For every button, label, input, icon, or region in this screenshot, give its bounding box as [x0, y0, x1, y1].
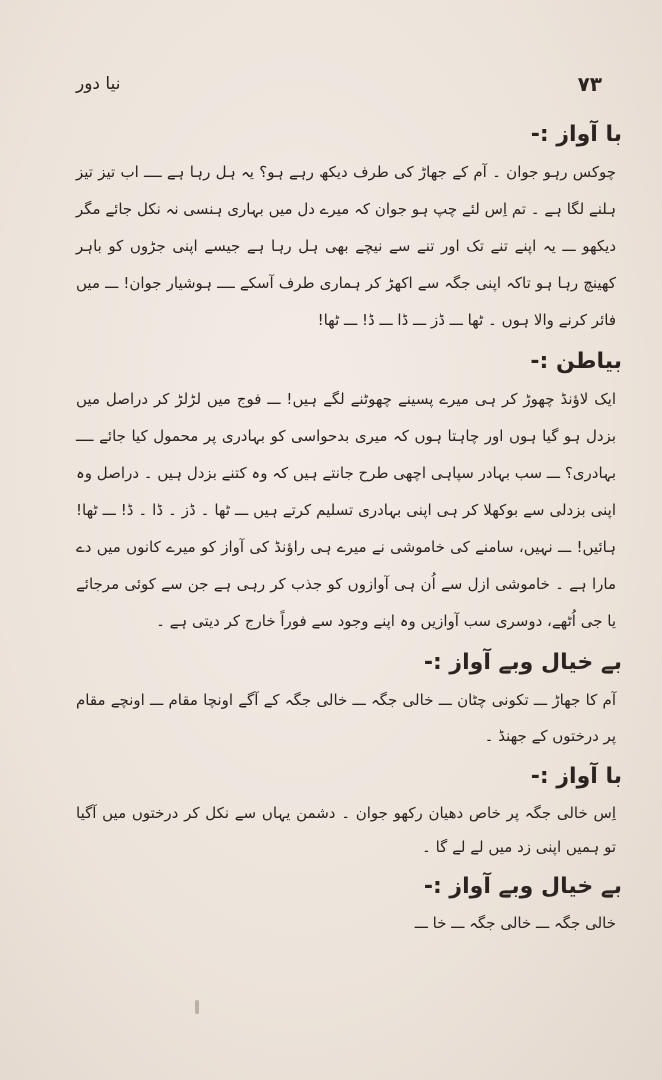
dialogue-section	[76, 345, 622, 640]
dialogue-text: خالی جگہ ـــ خالی جگہ ـــ خا ـــ	[414, 914, 616, 932]
running-title: نیا دور	[76, 74, 121, 94]
dialogue-section	[76, 118, 622, 339]
dialogue-section	[76, 760, 622, 864]
speaker-heading: با آواز :-	[530, 764, 622, 789]
page-content	[76, 118, 622, 946]
dialogue-text: اِس خالی جگہ پر خاص دھیان رکھو جوان ۔ دشمن یہاں سے نکل کر درختوں میں آگیا تو ہمیں اپنی زد میں لے لے گا ۔	[76, 804, 616, 856]
dialogue-text: ایک لاؤنڈ چھوڑ کر ہی میرے پسینے چھوٹنے لگے ہیں! ـــ فوج میں لڑلڑ کر دراصل میں بزدل ہو گیا ہوں اور چاہتا ہوں کہ میری بدحواسی کو بہادری پر محمول کیا جائے ــــ بہادری؟ ـــ سب بہادر سپاہی اچھی طرح جانتے ہیں کہ وہ کتنے بزدل ہیں ۔ دراصل وہ اپنی بزدلی سے بوکھلا کر ہی اپنی بہادری تسلیم کرتے ہیں ـــ ٹھا ۔ ڈز ۔ ڈا ۔ ڈ! ـــ ٹھا! ہائیں! ـــ نہیں، سامنے کی خاموشی نے میرے ہی راؤنڈ کی آواز کو میرے کانوں میں دے مارا ہے ۔ خاموشی ازل سے اُن ہی آوازوں کو جذب کر رہی ہے جن سے کوئی مرجائے یا جی اُٹھے، دوسری سب آوازیں وہ اپنے وجود سے فوراً خارج کر دیتی ہے ۔	[76, 390, 616, 630]
speaker-heading: بے خیال وبے آواز :-	[423, 650, 622, 675]
dialogue-text: آم کا جھاڑ ـــ تکونی چٹان ـــ خالی جگہ ـــ خالی جگہ کے آگے اونچا مقام ـــ اونچے مقام پر درختوں کے جھنڈ ۔	[76, 691, 616, 745]
dialogue-section	[76, 646, 622, 754]
speaker-heading: با آواز :-	[530, 122, 622, 147]
dialogue-section	[76, 870, 622, 940]
dialogue-text: چوکس رہو جوان ۔ آم کے جھاڑ کی طرف دیکھ رہے ہو؟ یہ ہل رہا ہے ــــ اب تیز تیز ہلنے لگا ہے ۔ تم اِس لئے چپ ہو جوان کہ میرے دل میں بہاری ہنسی نہ نکل جائے مگر دیکھو ـــ یہ اپنے تنے تک اور تنے سے نیچے بھی ہل رہا ہے جیسے اپنی جڑوں کو باہر کھینچ رہا ہو تاکہ اپنی جگہ سے اکھڑ کر ہماری طرف آسکے ــــ ہوشیار جوان! ـــ میں فائر کرنے والا ہوں ۔ ٹھا ـــ ڈز ـــ ڈا ـــ ڈ! ـــ ٹھا!	[76, 163, 616, 329]
speaker-heading: بے خیال وبے آواز :-	[423, 874, 622, 899]
page-number: ۷۳	[577, 72, 602, 96]
paper-mark	[195, 1000, 199, 1014]
speaker-heading: بیاطن :-	[530, 349, 622, 374]
page-header	[76, 72, 602, 102]
